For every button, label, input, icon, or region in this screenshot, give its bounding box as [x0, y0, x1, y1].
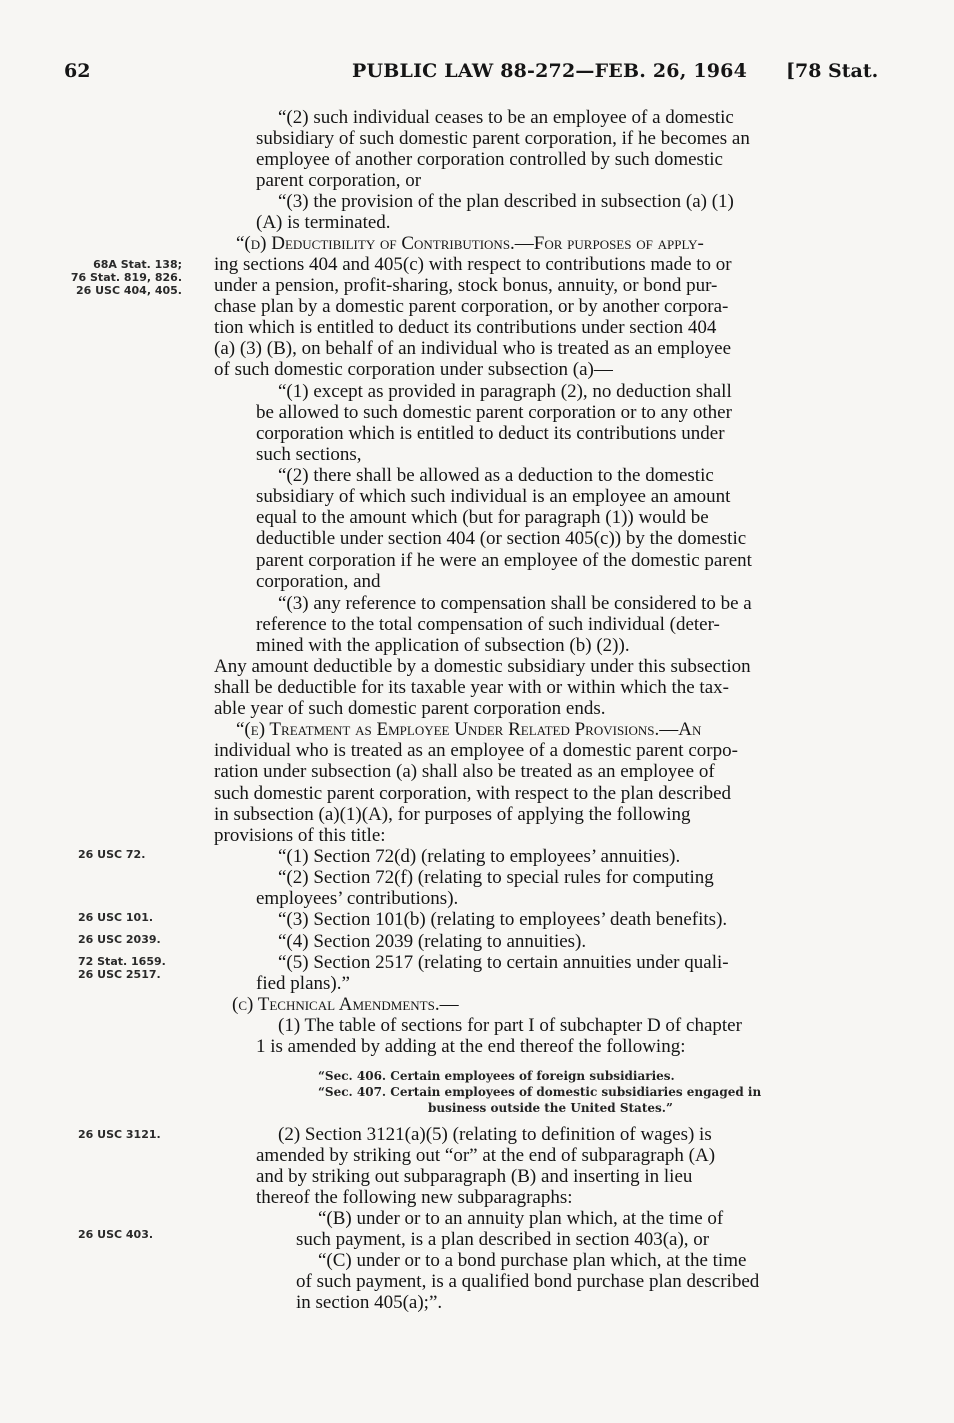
text-line: subsidiary of such domestic parent corporation, if he becomes an: [256, 128, 750, 149]
text-line: parent corporation, or: [256, 170, 422, 191]
margin-note: 72 Stat. 1659.: [78, 955, 166, 968]
margin-note: 26 USC 101.: [78, 911, 154, 924]
text-line: “(2) Section 72(f) (relating to special rules for computing: [278, 867, 714, 888]
page-header: [0, 60, 954, 86]
text-line: under a pension, profit-sharing, stock bonus, annuity, or bond pur-: [214, 275, 718, 296]
margin-note: 26 USC 404, 405.: [75, 284, 182, 297]
page-number: 62: [64, 60, 91, 82]
text-line: “(1) except as provided in paragraph (2), no deduction shall: [278, 381, 732, 402]
text-line: subsidiary of which such individual is an employee an amount: [256, 486, 731, 507]
text-line: mined with the application of subsection (b) (2)).: [256, 635, 630, 656]
text-line: Any amount deductible by a domestic subsidiary under this subsection: [214, 656, 751, 677]
text-line: such payment, is a plan described in section 403(a), or: [296, 1229, 710, 1250]
text-line: “(1) Section 72(d) (relating to employees’ annuities).: [278, 846, 681, 867]
margin-note: 26 USC 2517.: [78, 968, 161, 981]
text-line: “(2) there shall be allowed as a deduction to the domestic: [278, 465, 714, 486]
text-line: “(3) any reference to compensation shall be considered to be a: [278, 593, 752, 614]
margin-note: 26 USC 72.: [78, 848, 146, 861]
text-line: be allowed to such domestic parent corporation or to any other: [256, 402, 732, 423]
text-line: 1 is amended by adding at the end thereof the following:: [256, 1036, 686, 1057]
text-line: chase plan by a domestic parent corporation, or by another corpora-: [214, 296, 729, 317]
section-heading-line: “(d) Deductibility of Contributions.—For purposes of apply-: [236, 233, 704, 254]
text-line: ing sections 404 and 405(c) with respect to contributions made to or: [214, 254, 732, 275]
text-line: corporation, and: [256, 571, 381, 592]
running-title: PUBLIC LAW 88-272—FEB. 26, 1964: [352, 60, 748, 82]
margin-note: 26 USC 403.: [78, 1228, 154, 1241]
text-line: equal to the amount which (but for paragraph (1)) would be: [256, 507, 709, 528]
text-line: ration under subsection (a) shall also be treated as an employee of: [214, 761, 715, 782]
text-line: employees’ contributions).: [256, 888, 459, 909]
text-line: such sections,: [256, 444, 362, 465]
text-line: (A) is terminated.: [256, 212, 391, 233]
text-line: in subsection (a)(1)(A), for purposes of applying the following: [214, 804, 691, 825]
text-line: amended by striking out “or” at the end of subparagraph (A): [256, 1145, 716, 1166]
margin-note: 76 Stat. 819, 826.: [70, 271, 182, 284]
margin-note: 68A Stat. 138;: [93, 258, 182, 271]
text-line: (2) Section 3121(a)(5) (relating to definition of wages) is: [278, 1124, 712, 1145]
text-line: in section 405(a);”.: [296, 1292, 443, 1313]
text-line: and by striking out subparagraph (B) and inserting in lieu: [256, 1166, 693, 1187]
stat-reference: [78 Stat.: [786, 60, 879, 82]
table-entry: “Sec. 407. Certain employees of domestic subsidiaries engaged in: [318, 1085, 762, 1099]
text-line: provisions of this title:: [214, 825, 386, 846]
text-line: “(3) the provision of the plan described in subsection (a) (1): [278, 191, 734, 212]
margin-note: 26 USC 3121.: [78, 1128, 161, 1141]
text-line: “(3) Section 101(b) (relating to employees’ death benefits).: [278, 909, 728, 930]
text-line: of such domestic corporation under subsection (a)—: [214, 359, 613, 380]
text-line: tion which is entitled to deduct its contributions under section 404: [214, 317, 717, 338]
table-entry: “Sec. 406. Certain employees of foreign subsidiaries.: [318, 1069, 675, 1083]
text-line: parent corporation if he were an employee of the domestic parent: [256, 550, 752, 571]
text-line: individual who is treated as an employee of a domestic parent corpo-: [214, 740, 738, 761]
text-line: “(B) under or to an annuity plan which, at the time of: [318, 1208, 724, 1229]
text-line: reference to the total compensation of such individual (deter-: [256, 614, 720, 635]
text-line: such domestic parent corporation, with respect to the plan described: [214, 783, 732, 804]
text-line: “(5) Section 2517 (relating to certain annuities under quali-: [278, 952, 729, 973]
margin-note: 26 USC 2039.: [78, 933, 161, 946]
text-line: fied plans).”: [256, 973, 350, 994]
text-line: (1) The table of sections for part I of subchapter D of chapter: [278, 1015, 742, 1036]
text-line: able year of such domestic parent corporation ends.: [214, 698, 606, 719]
section-heading-line: (c) Technical Amendments.—: [232, 994, 459, 1015]
text-line: “(2) such individual ceases to be an employee of a domestic: [278, 107, 734, 128]
text-line: employee of another corporation controlled by such domestic: [256, 149, 723, 170]
text-line: deductible under section 404 (or section 405(c)) by the domestic: [256, 528, 747, 549]
text-line: “(4) Section 2039 (relating to annuities).: [278, 931, 587, 952]
text-line: shall be deductible for its taxable year with or within which the tax-: [214, 677, 729, 698]
text-line: thereof the following new subparagraphs:: [256, 1187, 573, 1208]
table-entry: business outside the United States.”: [428, 1101, 673, 1115]
text-line: corporation which is entitled to deduct its contributions under: [256, 423, 725, 444]
text-line: of such payment, is a qualified bond purchase plan described: [296, 1271, 760, 1292]
text-line: “(C) under or to a bond purchase plan which, at the time: [318, 1250, 747, 1271]
section-heading-line: “(e) Treatment as Employee Under Related Provisions.—An: [236, 719, 702, 740]
text-line: (a) (3) (B), on behalf of an individual who is treated as an employee: [214, 338, 732, 359]
